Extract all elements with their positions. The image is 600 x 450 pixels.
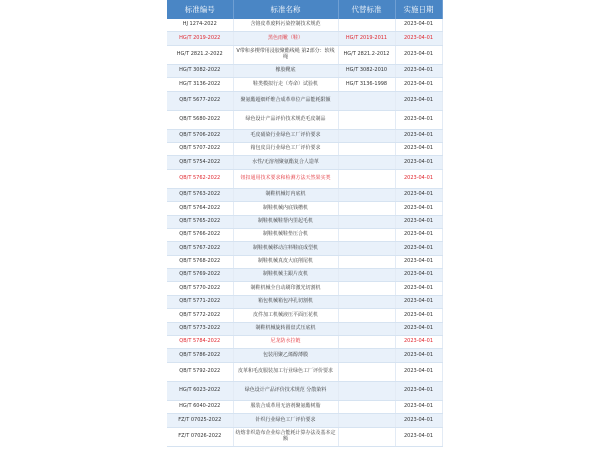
cell-implementation-date: 2023-04-01: [395, 156, 442, 169]
table-row: [167, 188, 442, 201]
cell-standard-name: 皮革和毛皮服装加工行业绿色工厂评价要求: [233, 362, 338, 381]
cell-standard-code: QB/T 5762-2022: [167, 169, 233, 188]
cell-implementation-date: 2023-04-01: [395, 64, 442, 77]
header-replaced-standard: 代替标准: [338, 0, 395, 19]
cell-standard-code: QB/T 5771-2022: [167, 295, 233, 308]
cell-standard-name: 制鞋机械移动注料鞋底成型机: [233, 242, 338, 255]
cell-standard-code: QB/T 5677-2022: [167, 91, 233, 110]
cell-standard-name: 纺熔非织造布企业综合能耗计算办法及基本定额: [233, 427, 338, 446]
table-row: [167, 129, 442, 142]
cell-replaced-standard: [338, 169, 395, 188]
cell-standard-name: 聚氨酯超细纤维合成革单位产品能耗限额: [233, 91, 338, 110]
cell-standard-name: V带和多楔带用浸胶聚酯线绳 第2部分：软线绳: [233, 45, 338, 64]
cell-implementation-date: 2023-04-01: [395, 215, 442, 228]
cell-standard-name: 服装合成革用无溶剂聚氨酯树脂: [233, 400, 338, 413]
cell-standard-code: QB/T 5706-2022: [167, 129, 233, 142]
cell-implementation-date: 2023-04-01: [395, 129, 442, 142]
cell-replaced-standard: [338, 336, 395, 349]
cell-replaced-standard: [338, 202, 395, 215]
cell-standard-code: FZ/T 07025-2022: [167, 414, 233, 427]
cell-replaced-standard: [338, 427, 395, 446]
header-row: [167, 0, 442, 19]
cell-implementation-date: 2023-04-01: [395, 400, 442, 413]
cell-standard-code: HG/T 3136-2022: [167, 78, 233, 91]
cell-standard-code: QB/T 5770-2022: [167, 282, 233, 295]
header-standard-name: 标准名称: [233, 0, 338, 19]
cell-replaced-standard: [338, 362, 395, 381]
cell-implementation-date: 2023-04-01: [395, 295, 442, 308]
cell-implementation-date: 2023-04-01: [395, 322, 442, 335]
cell-standard-code: QB/T 5680-2022: [167, 110, 233, 129]
table-row: [167, 282, 442, 295]
header-implementation-date: 实施日期: [395, 0, 442, 19]
cell-standard-code: QB/T 5765-2022: [167, 215, 233, 228]
cell-implementation-date: 2023-04-01: [395, 282, 442, 295]
cell-standard-name: 黑色雨靴（鞋）: [233, 32, 338, 45]
cell-replaced-standard: HG/T 3136-1998: [338, 78, 395, 91]
table-row: [167, 255, 442, 268]
cell-replaced-standard: HG/T 3082-2010: [338, 64, 395, 77]
table-row: [167, 91, 442, 110]
cell-implementation-date: 2023-04-01: [395, 188, 442, 201]
table-row: [167, 202, 442, 215]
cell-standard-name: 鞋类模拟行走（寿命）试验机: [233, 78, 338, 91]
cell-implementation-date: 2023-04-01: [395, 255, 442, 268]
cell-standard-code: QB/T 5768-2022: [167, 255, 233, 268]
cell-replaced-standard: [338, 129, 395, 142]
cell-replaced-standard: [338, 188, 395, 201]
table-row: [167, 156, 442, 169]
table-row: [167, 64, 442, 77]
table-row: [167, 215, 442, 228]
cell-replaced-standard: [338, 414, 395, 427]
cell-standard-name: 包装用聚乙烯醇薄膜: [233, 349, 338, 362]
cell-implementation-date: 2023-04-01: [395, 362, 442, 381]
table-row: [167, 142, 442, 155]
cell-standard-name: 绿色设计产品评价技术规范毛皮制品: [233, 110, 338, 129]
cell-implementation-date: 2023-04-01: [395, 414, 442, 427]
table-row: [167, 19, 442, 32]
cell-standard-name: 尼龙防水拉链: [233, 336, 338, 349]
table-row: [167, 381, 442, 400]
cell-replaced-standard: [338, 228, 395, 241]
table-row: [167, 414, 442, 427]
cell-standard-name: 制鞋机械钉内底机: [233, 188, 338, 201]
cell-implementation-date: 2023-04-01: [395, 381, 442, 400]
cell-standard-name: 箱包机械箱包冲孔切割机: [233, 295, 338, 308]
table-row: [167, 336, 442, 349]
cell-implementation-date: 2023-04-01: [395, 78, 442, 91]
cell-implementation-date: 2023-04-01: [395, 336, 442, 349]
cell-replaced-standard: [338, 269, 395, 282]
cell-implementation-date: 2023-04-01: [395, 91, 442, 110]
cell-standard-name: 皮件加工机械液压平面压花机: [233, 309, 338, 322]
cell-replaced-standard: [338, 322, 395, 335]
cell-implementation-date: 2023-04-01: [395, 110, 442, 129]
table-row: [167, 269, 442, 282]
cell-replaced-standard: [338, 91, 395, 110]
cell-implementation-date: 2023-04-01: [395, 45, 442, 64]
cell-standard-code: HG/T 3082-2022: [167, 64, 233, 77]
table-row: [167, 309, 442, 322]
cell-standard-code: QB/T 5707-2022: [167, 142, 233, 155]
cell-standard-code: QB/T 5754-2022: [167, 156, 233, 169]
table-header: [167, 0, 442, 19]
cell-standard-name: 制鞋机械真皮大底削尾机: [233, 255, 338, 268]
cell-replaced-standard: [338, 309, 395, 322]
cell-replaced-standard: [338, 242, 395, 255]
cell-replaced-standard: HG/T 2019-2011: [338, 32, 395, 45]
cell-standard-name: 制鞋机械鞋帮内里起毛机: [233, 215, 338, 228]
cell-standard-name: 毛皮硝染行业绿色工厂评价要求: [233, 129, 338, 142]
cell-implementation-date: 2023-04-01: [395, 169, 442, 188]
table-row: [167, 295, 442, 308]
cell-standard-name: 针织行业绿色工厂评价要求: [233, 414, 338, 427]
cell-replaced-standard: [338, 156, 395, 169]
cell-standard-code: HJ 1274-2022: [167, 19, 233, 32]
cell-implementation-date: 2023-04-01: [395, 242, 442, 255]
cell-implementation-date: 2023-04-01: [395, 269, 442, 282]
cell-standard-name: 制鞋机械内底钱槽机: [233, 202, 338, 215]
cell-implementation-date: 2023-04-01: [395, 427, 442, 446]
table-body: [167, 19, 442, 446]
cell-standard-code: HG/T 6040-2022: [167, 400, 233, 413]
table-row: [167, 242, 442, 255]
cell-standard-code: HG/T 2019-2022: [167, 32, 233, 45]
table-row: [167, 110, 442, 129]
cell-standard-code: HG/T 2821.2-2022: [167, 45, 233, 64]
table-row: [167, 169, 442, 188]
cell-replaced-standard: [338, 282, 395, 295]
cell-standard-code: FZ/T 07026-2022: [167, 427, 233, 446]
cell-replaced-standard: [338, 255, 395, 268]
cell-implementation-date: 2023-04-01: [395, 142, 442, 155]
table-row: [167, 400, 442, 413]
cell-standard-code: QB/T 5767-2022: [167, 242, 233, 255]
cell-standard-name: 制鞋机械鞋垫压合机: [233, 228, 338, 241]
cell-implementation-date: 2023-04-01: [395, 228, 442, 241]
cell-standard-name: 制鞋机械旋转圆盘式压底机: [233, 322, 338, 335]
cell-implementation-date: 2023-04-01: [395, 19, 442, 32]
table-row: [167, 32, 442, 45]
cell-standard-name: 水性/无溶剂聚氨酯复合人造革: [233, 156, 338, 169]
cell-standard-code: QB/T 5792-2022: [167, 362, 233, 381]
cell-standard-code: QB/T 5772-2022: [167, 309, 233, 322]
table-row: [167, 362, 442, 381]
cell-standard-code: QB/T 5773-2022: [167, 322, 233, 335]
cell-standard-name: 制鞋机械全自动刷印激光切割机: [233, 282, 338, 295]
cell-standard-name: 含铬皮革废料污染控制技术规范: [233, 19, 338, 32]
table-row: [167, 322, 442, 335]
cell-standard-name: 橡胶靴底: [233, 64, 338, 77]
table-row: [167, 45, 442, 64]
cell-replaced-standard: [338, 110, 395, 129]
cell-implementation-date: 2023-04-01: [395, 32, 442, 45]
cell-implementation-date: 2023-04-01: [395, 309, 442, 322]
cell-implementation-date: 2023-04-01: [395, 349, 442, 362]
cell-replaced-standard: [338, 142, 395, 155]
standards-table: [167, 0, 443, 447]
cell-standard-code: HG/T 6023-2022: [167, 381, 233, 400]
cell-standard-name: 制鞋机械主跟片皮机: [233, 269, 338, 282]
table-row: [167, 349, 442, 362]
standards-table-container: [167, 0, 442, 447]
cell-standard-name: 箱包皮具行业绿色工厂评价要求: [233, 142, 338, 155]
cell-replaced-standard: [338, 215, 395, 228]
cell-standard-code: QB/T 5786-2022: [167, 349, 233, 362]
cell-standard-name: 钮扣通用技术要求和检测方法天然果实类: [233, 169, 338, 188]
cell-standard-code: QB/T 5763-2022: [167, 188, 233, 201]
cell-standard-code: QB/T 5784-2022: [167, 336, 233, 349]
cell-replaced-standard: HG/T 2821.2-2012: [338, 45, 395, 64]
table-row: [167, 228, 442, 241]
cell-standard-name: 绿色设计产品评价技术规范 分散染料: [233, 381, 338, 400]
table-row: [167, 427, 442, 446]
table-row: [167, 78, 442, 91]
cell-replaced-standard: [338, 295, 395, 308]
cell-standard-code: QB/T 5769-2022: [167, 269, 233, 282]
cell-replaced-standard: [338, 349, 395, 362]
cell-replaced-standard: [338, 400, 395, 413]
cell-standard-code: QB/T 5766-2022: [167, 228, 233, 241]
header-standard-code: 标准编号: [167, 0, 233, 19]
cell-replaced-standard: [338, 19, 395, 32]
cell-replaced-standard: [338, 381, 395, 400]
cell-standard-code: QB/T 5764-2022: [167, 202, 233, 215]
cell-implementation-date: 2023-04-01: [395, 202, 442, 215]
